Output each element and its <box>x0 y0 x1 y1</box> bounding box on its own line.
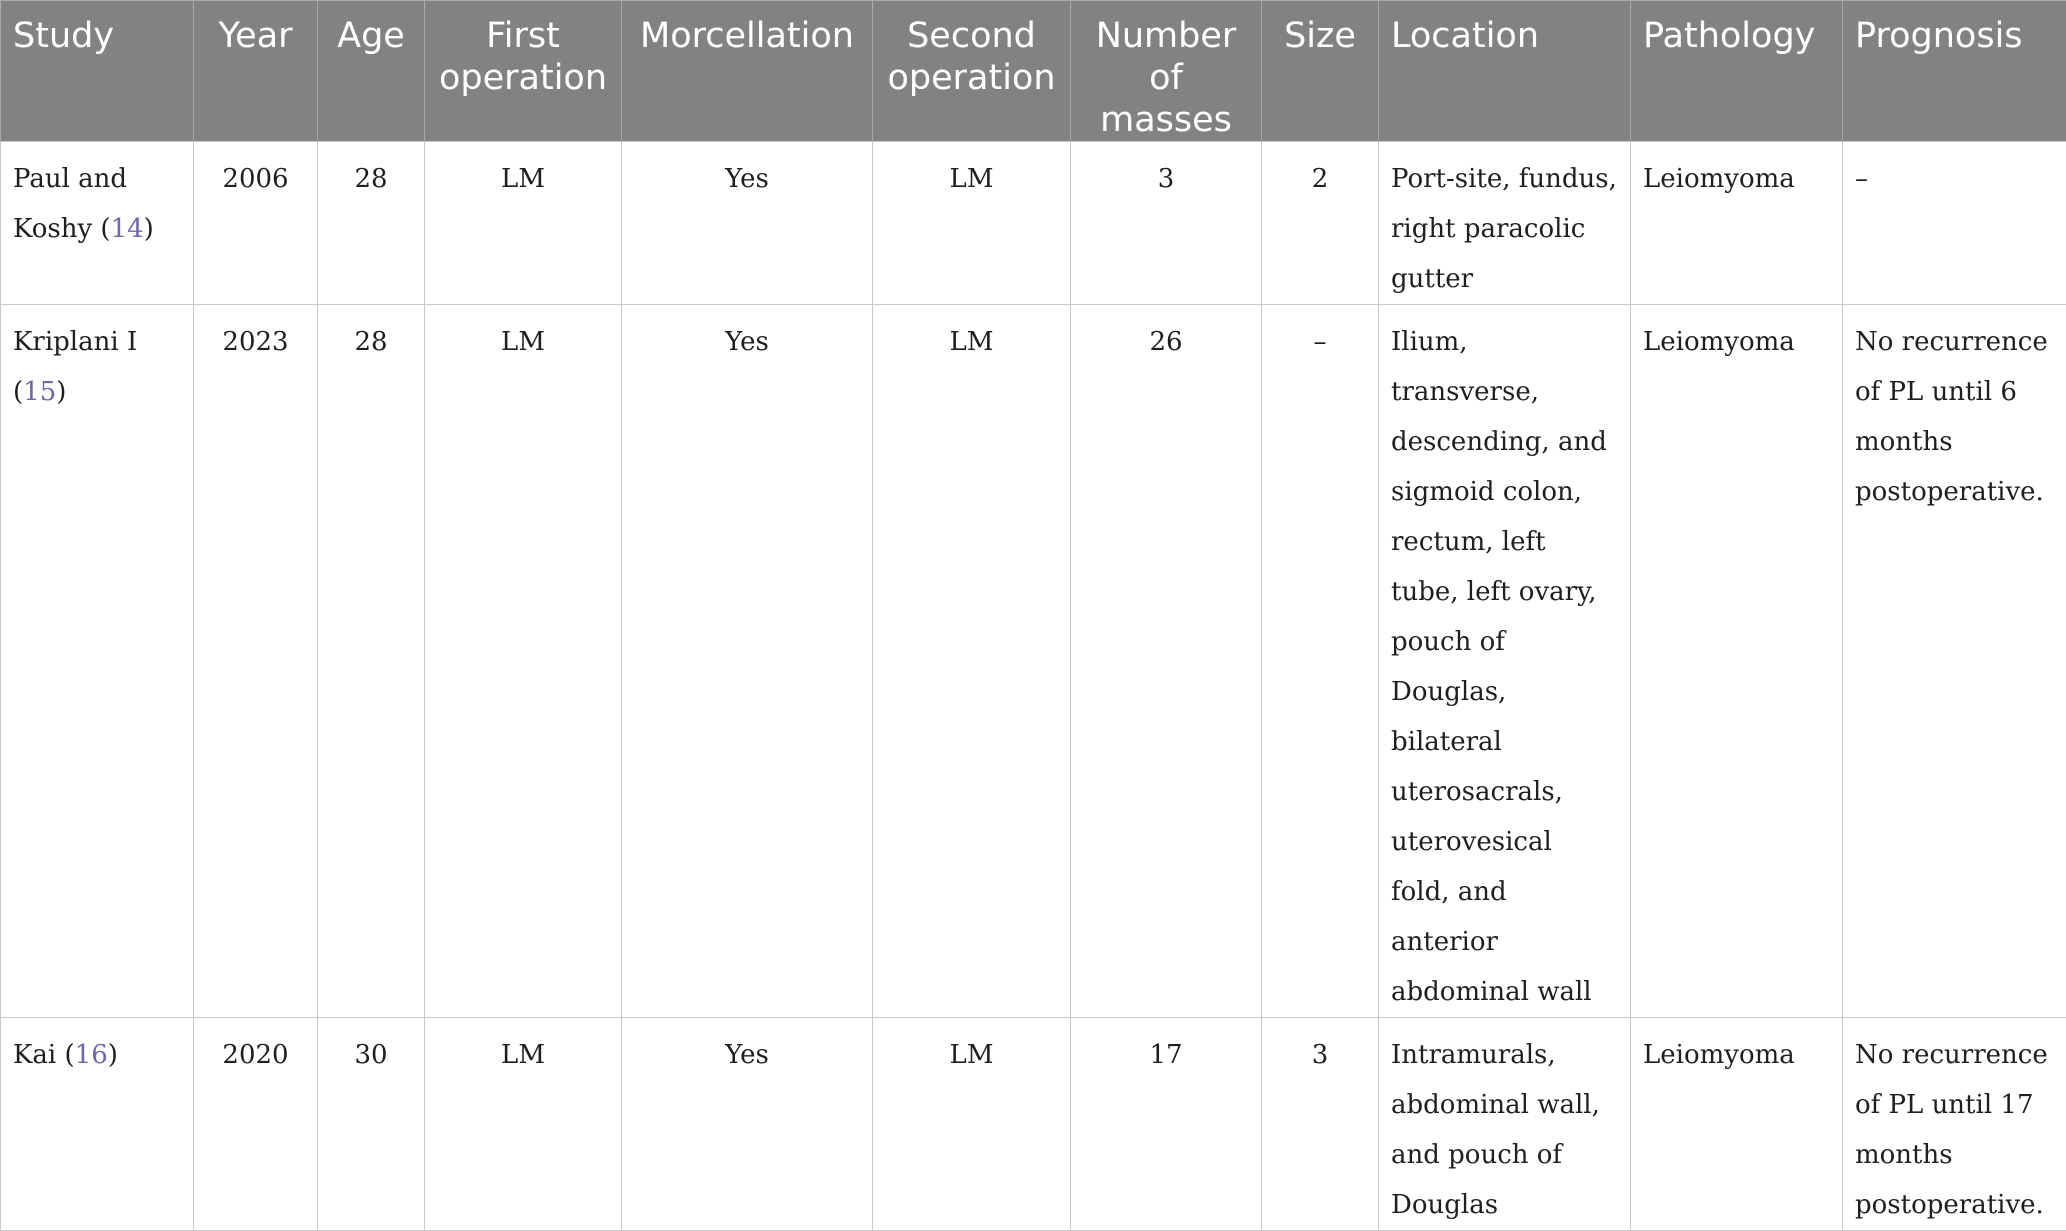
study-cell <box>1 142 194 305</box>
morcellation-cell: Yes <box>622 1018 873 1231</box>
header-prognosis: Prognosis <box>1843 1 2066 142</box>
first-operation-cell: LM <box>425 142 622 305</box>
table-row <box>1 142 2066 305</box>
morcellation-cell: Yes <box>622 305 873 1018</box>
size-cell: 2 <box>1262 142 1379 305</box>
header-year: Year <box>194 1 318 142</box>
year-cell: 2020 <box>194 1018 318 1231</box>
prognosis-cell: No recurrence of PL until 17 months postoperative. <box>1843 1018 2066 1231</box>
location-cell: Intramurals, abdominal wall, and pouch of Douglas <box>1379 1018 1631 1231</box>
age-cell: 30 <box>318 1018 425 1231</box>
age-cell: 28 <box>318 305 425 1018</box>
reference-link[interactable]: 16 <box>75 1040 108 1070</box>
first-operation-cell: LM <box>425 1018 622 1231</box>
study-cell <box>1 1018 194 1231</box>
number-of-masses-cell: 3 <box>1071 142 1262 305</box>
second-operation-cell: LM <box>873 142 1071 305</box>
header-age: Age <box>318 1 425 142</box>
study-name: Paul and Koshy ( <box>13 164 127 244</box>
prognosis-cell: No recurrence of PL until 6 months postoperative. <box>1843 305 2066 1018</box>
second-operation-cell: LM <box>873 305 1071 1018</box>
pathology-cell: Leiomyoma <box>1631 305 1843 1018</box>
table-row <box>1 305 2066 1018</box>
number-of-masses-cell: 26 <box>1071 305 1262 1018</box>
header-pathology: Pathology <box>1631 1 1843 142</box>
location-cell: Port-site, fundus, right paracolic gutter <box>1379 142 1631 305</box>
reference-link[interactable]: 14 <box>111 214 144 244</box>
study-cell <box>1 305 194 1018</box>
table-row <box>1 1018 2066 1231</box>
header-size: Size <box>1262 1 1379 142</box>
size-cell: 3 <box>1262 1018 1379 1231</box>
study-name: Kai ( <box>13 1040 75 1070</box>
pathology-cell: Leiomyoma <box>1631 1018 1843 1231</box>
age-cell: 28 <box>318 142 425 305</box>
year-cell: 2006 <box>194 142 318 305</box>
header-first-operation: First operation <box>425 1 622 142</box>
table-body <box>1 142 2066 1231</box>
second-operation-cell: LM <box>873 1018 1071 1231</box>
study-name-close: ) <box>56 377 66 407</box>
pathology-cell: Leiomyoma <box>1631 142 1843 305</box>
morcellation-cell: Yes <box>622 142 873 305</box>
reference-link[interactable]: 15 <box>23 377 56 407</box>
header-row <box>1 1 2066 142</box>
study-name-close: ) <box>108 1040 118 1070</box>
number-of-masses-cell: 17 <box>1071 1018 1262 1231</box>
study-name-close: ) <box>144 214 154 244</box>
location-cell: Ilium, transverse, descending, and sigmoid colon, rectum, left tube, left ovary, pouch of Douglas, bilateral uterosacrals, uterovesical fold, and anterior abdominal wall <box>1379 305 1631 1018</box>
study-name: Kriplani I ( <box>13 327 137 407</box>
first-operation-cell: LM <box>425 305 622 1018</box>
header-location: Location <box>1379 1 1631 142</box>
header-second-operation: Second operation <box>873 1 1071 142</box>
prognosis-cell: – <box>1843 142 2066 305</box>
header-number-of-masses: Number of masses <box>1071 1 1262 142</box>
header-morcellation: Morcellation <box>622 1 873 142</box>
header-study: Study <box>1 1 194 142</box>
size-cell: – <box>1262 305 1379 1018</box>
year-cell: 2023 <box>194 305 318 1018</box>
table-header <box>1 1 2066 142</box>
